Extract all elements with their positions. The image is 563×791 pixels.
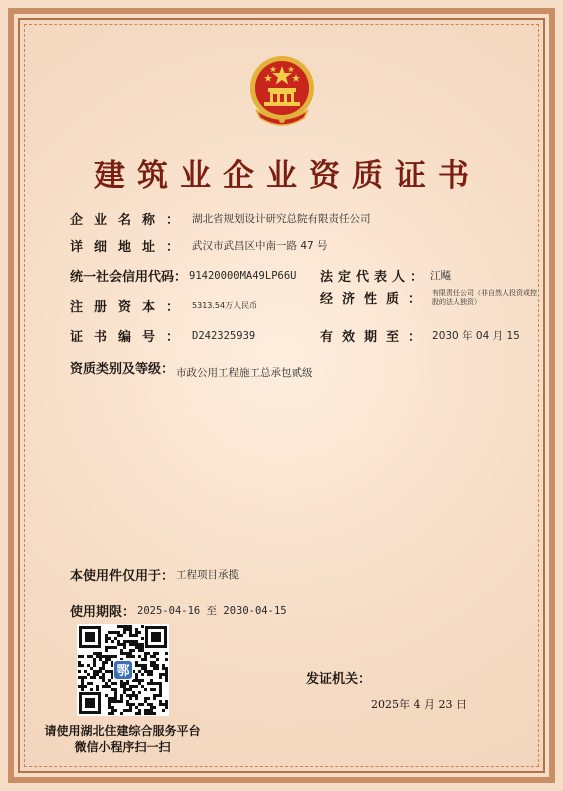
economic-nature-row <box>320 288 542 307</box>
cert-no-label: 证书编号： <box>70 330 191 345</box>
address-row <box>70 236 328 255</box>
qr-code[interactable] <box>77 624 169 716</box>
usage-period-label: 使用期限： <box>70 605 136 620</box>
issue-date: 2025年 4 月 23 日 <box>371 698 467 711</box>
economic-nature-label: 经济性质： <box>320 292 431 307</box>
usage-label: 本使用件仅用于： <box>70 569 175 584</box>
issuer-label: 发证机关： <box>306 672 372 687</box>
cert-no-value: D242325939 <box>192 329 256 342</box>
credit-code-row <box>70 266 296 285</box>
capital-row <box>70 296 257 315</box>
legal-rep-row <box>320 266 451 285</box>
company-name-value: 湖北省规划设计研究总院有限责任公司 <box>192 213 371 225</box>
legal-rep-value: 江飚 <box>430 270 452 282</box>
credit-code-value: 91420000MA49LP66U <box>189 269 297 282</box>
economic-nature-value: 有限责任公司（非自然人投资或控股的法人独资） <box>432 288 538 306</box>
company-name-label: 企业名称： <box>70 213 191 228</box>
certificate-title: 建筑业企业资质证书 <box>94 158 481 194</box>
valid-until-row <box>320 326 520 345</box>
valid-until-value: 2030 年 04 月 15 <box>432 330 520 342</box>
cert-no-row <box>70 326 255 345</box>
national-emblem-icon <box>246 52 318 136</box>
legal-rep-label: 法定代表人： <box>320 270 429 285</box>
address-value: 武汉市武昌区中南一路 47 号 <box>192 240 328 252</box>
qr-caption-line-1: 请使用湖北住建综合服务平台 <box>44 724 201 738</box>
credit-code-label: 统一社会信用代码： <box>70 270 188 285</box>
qualification-row <box>70 355 313 380</box>
usage-period-row <box>70 601 287 620</box>
qr-center-char: 鄂 <box>116 664 130 679</box>
usage-row <box>70 565 239 584</box>
capital-label: 注册资本： <box>70 300 191 315</box>
qualification-label: 资质类别及等级： <box>70 362 175 377</box>
qualification-value: 市政公用工程施工总承包贰级 <box>176 367 313 379</box>
valid-until-label: 有效期至： <box>320 330 431 345</box>
company-name-row <box>70 209 371 228</box>
usage-period-value: 2025-04-16 至 2030-04-15 <box>137 605 287 617</box>
qr-caption-line-2: 微信小程序扫一扫 <box>74 740 171 754</box>
address-label: 详细地址： <box>70 240 191 255</box>
capital-value: 5313.54万人民币 <box>192 301 258 310</box>
usage-value: 工程项目承揽 <box>176 569 240 581</box>
